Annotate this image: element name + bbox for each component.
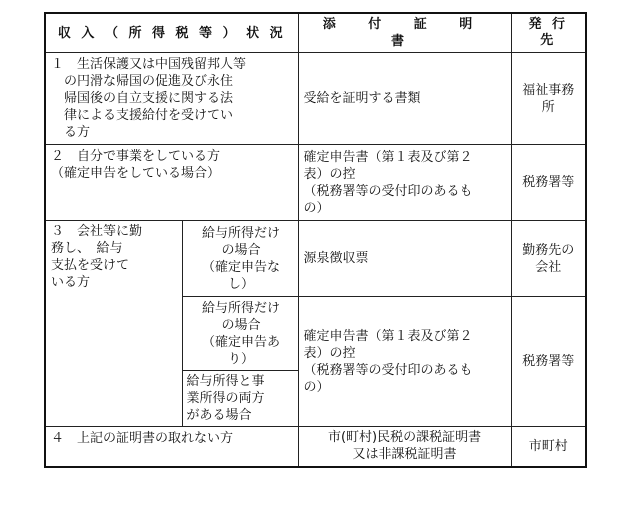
- header-certificate: 添 付 証 明 書: [298, 13, 511, 53]
- row3a-certificate: 源泉徴収票: [298, 221, 511, 297]
- row3bc-certificate: 確定申告書（第１表及び第２ 表）の控 （税務署等の受付印のあるも の）: [298, 297, 511, 427]
- row2-certificate: 確定申告書（第１表及び第２ 表）の控 （税務署等の受付印のあるも の）: [298, 145, 511, 221]
- row3-income: ３ 会社等に勤 務し、 給与 支払を受けて いる方: [45, 221, 182, 427]
- row2-income: ２ 自分で事業をしている方 （確定申告をしている場合）: [45, 145, 298, 221]
- row4-income: ４ 上記の証明書の取れない方: [45, 427, 298, 467]
- certificate-table: [44, 12, 587, 468]
- row1-income: １ 生活保護又は中国残留邦人等 の円滑な帰国の促進及び永住 帰国後の自立支援に関する法 律による支援給付を受けてい る方: [45, 53, 298, 145]
- table-row-1: [45, 53, 586, 145]
- row3-sub-salary-and-business: 給与所得と事 業所得の両方 がある場合: [182, 371, 298, 427]
- table-row-4: [45, 427, 586, 467]
- row2-issuer: 税務署等: [511, 145, 586, 221]
- row3-sub-salary-only-with-filing: 給与所得だけ の場合 （確定申告あ り）: [182, 297, 298, 371]
- header-issuer: 発 行 先: [511, 13, 586, 53]
- row3a-issuer: 勤務先の 会社: [511, 221, 586, 297]
- table-row-2: [45, 145, 586, 221]
- row1-certificate: 受給を証明する書類: [298, 53, 511, 145]
- row3-sub-salary-only-no-filing: 給与所得だけ の場合 （確定申告な し）: [182, 221, 298, 297]
- table-row-3a: [45, 221, 586, 297]
- row1-issuer: 福祉事務 所: [511, 53, 586, 145]
- row4-issuer: 市町村: [511, 427, 586, 467]
- row3bc-issuer: 税務署等: [511, 297, 586, 427]
- certificate-table-frame: [44, 12, 585, 479]
- header-income-status: 収 入 （ 所 得 税 等 ） 状 況: [45, 13, 298, 53]
- row4-certificate: 市(町村)民税の課税証明書 又は非課税証明書: [298, 427, 511, 467]
- header-row: [45, 13, 586, 53]
